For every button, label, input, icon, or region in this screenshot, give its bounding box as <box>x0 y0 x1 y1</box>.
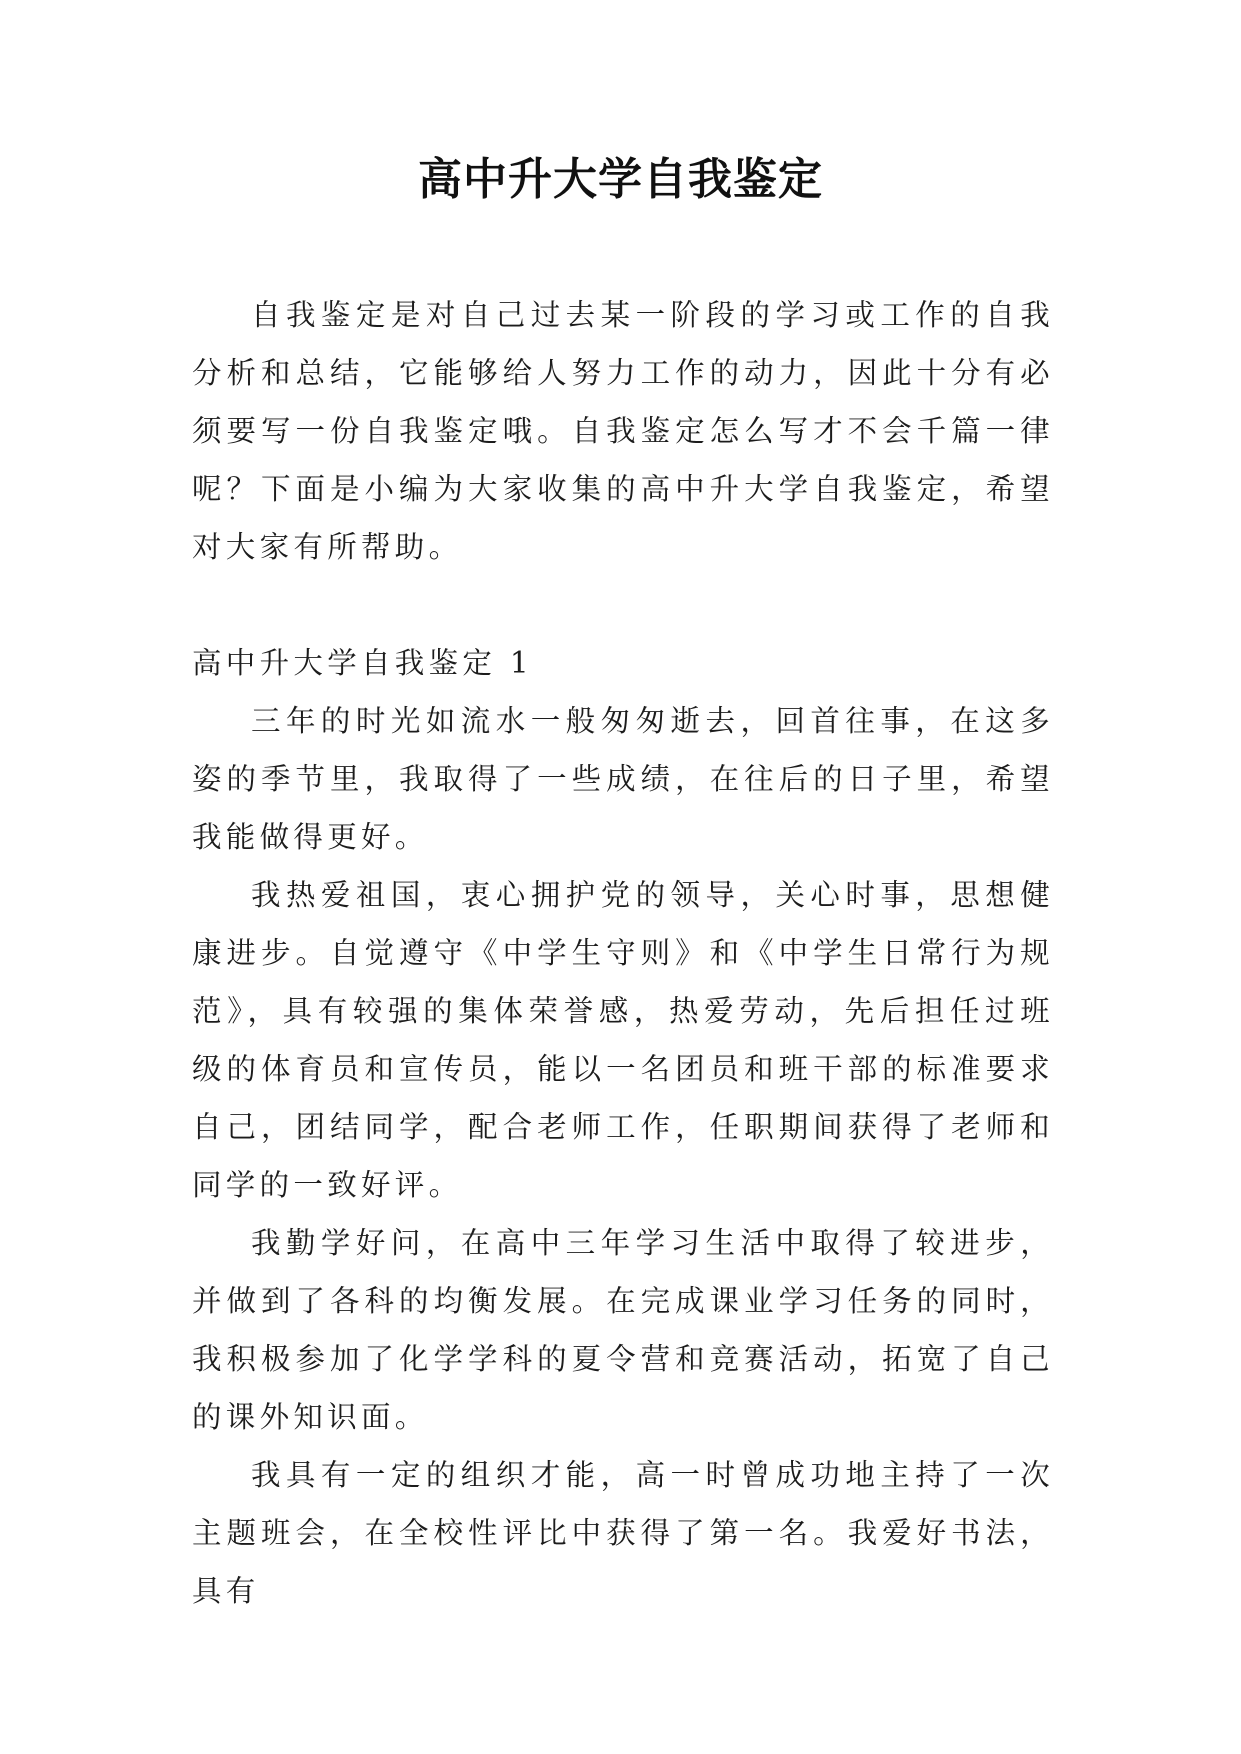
section-heading: 高中升大学自我鉴定 1 <box>192 646 533 680</box>
document-title: 高中升大学自我鉴定 <box>418 154 823 205</box>
paragraph-spacer <box>192 576 1054 634</box>
body-paragraph: 我勤学好问，在高中三年学习生活中取得了较进步，并做到了各科的均衡发展。在完成课业学习任务的同时，我积极参加了化学学科的夏令营和竞赛活动，拓宽了自己的课外知识面。 <box>192 1226 1054 1434</box>
body-paragraph: 三年的时光如流水一般匆匆逝去，回首往事，在这多姿的季节里，我取得了一些成绩，在往后的日子里，希望我能做得更好。 <box>192 704 1054 854</box>
body-paragraph: 我热爱祖国，衷心拥护党的领导，关心时事，思想健康进步。自觉遵守《中学生守则》和《中学生日常行为规范》，具有较强的集体荣誉感，热爱劳动，先后担任过班级的体育员和宣传员，能以一名团员和班干部的标准要求自己，团结同学，配合老师工作，任职期间获得了老师和同学的一致好评。 <box>192 878 1054 1202</box>
body-paragraph: 我具有一定的组织才能，高一时曾成功地主持了一次主题班会，在全校性评比中获得了第一名。我爱好书法，具有 <box>192 1458 1054 1608</box>
intro-paragraph: 自我鉴定是对自己过去某一阶段的学习或工作的自我分析和总结，它能够给人努力工作的动力，因此十分有必须要写一份自我鉴定哦。自我鉴定怎么写才不会千篇一律呢？下面是小编为大家收集的高中升大学自我鉴定，希望对大家有所帮助。 <box>192 298 1054 564</box>
document-body <box>192 286 1054 1620</box>
